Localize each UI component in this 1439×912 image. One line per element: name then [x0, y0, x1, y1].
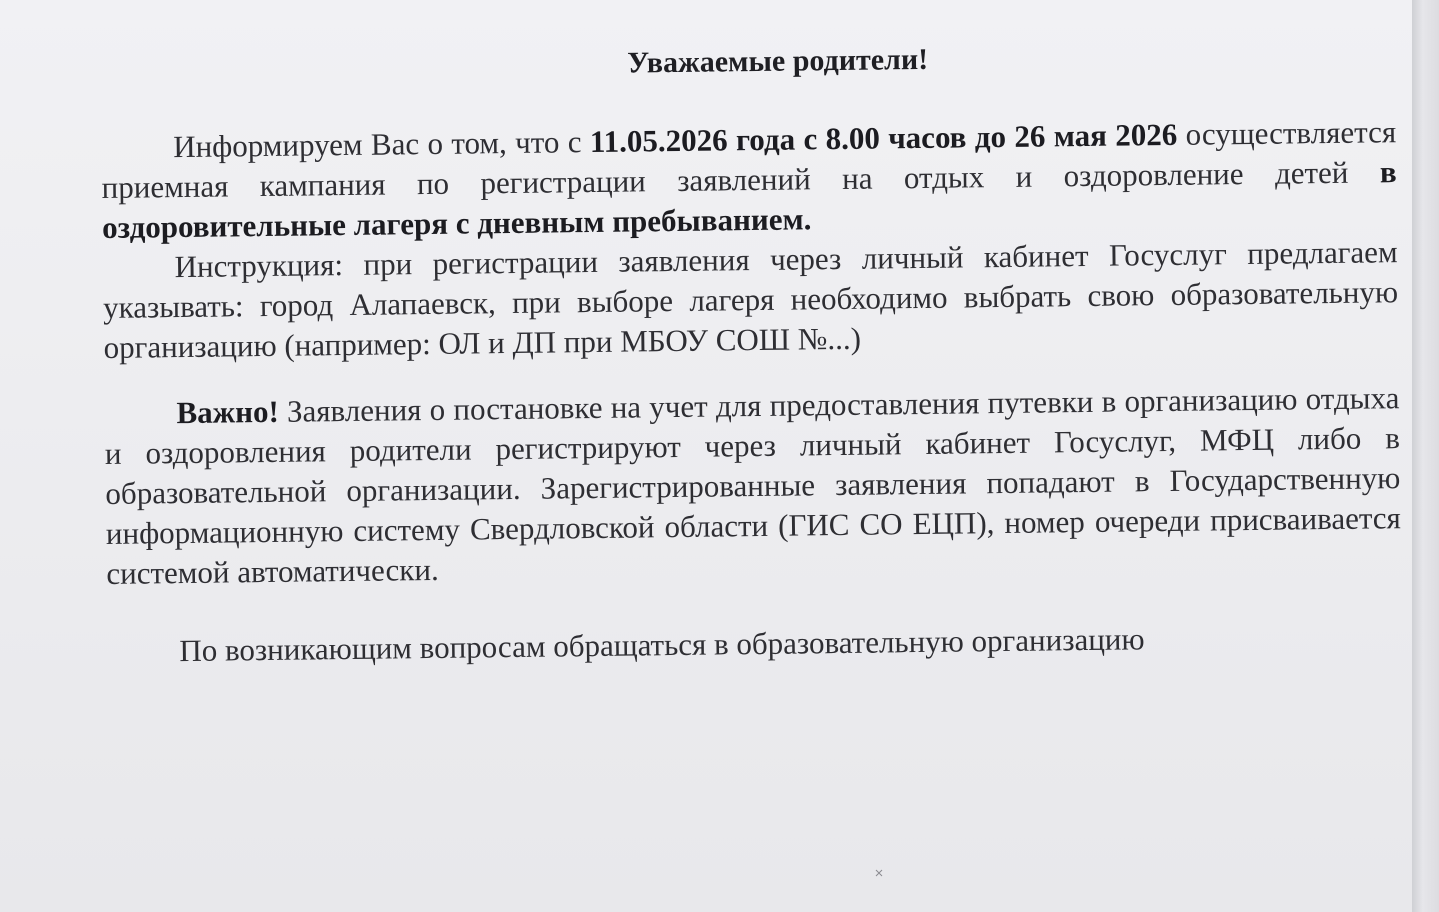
paragraph-instruction: Инструкция: при регистрации заявления через личный кабинет Госуслуг предлагаем указывать: город Алапаевск, при выборе лагеря необходимо выбрать свою образовательную организацию (например: ОЛ и ДП при МБОУ СОШ №...): [102, 234, 1399, 365]
notice-text-block: [100, 34, 1403, 672]
paragraph-contact: По возникающим вопросам обращаться в образовательную организацию: [179, 621, 1145, 669]
camp-type: в оздоровительные лагеря с дневным пребыванием.: [101, 154, 1397, 245]
paper-speck: [874, 868, 884, 878]
paragraph-campaign-dates: [101, 112, 1397, 248]
notice-title: Уважаемые родители!: [627, 42, 929, 80]
campaign-period: 11.05.2026 года с 8.00 часов до 26 мая 2026: [589, 116, 1178, 160]
campaign-intro-text: Информируем Вас о том, что с: [172, 124, 591, 165]
campaign-description-text: осуществляется приемная кампания по регистрации заявлений на отдых и оздоровление детей: [101, 114, 1397, 205]
paragraph-important: [104, 378, 1401, 594]
important-label: Важно!: [176, 393, 279, 431]
sheet-edge: [1412, 0, 1439, 912]
important-text: Заявления о постановке на учет для предоставления путевки в организацию отдыха и оздоровления родители регистрируют через личный кабинет Госуслуг, МФЦ либо в образовательной организации. Зарегистрированные заявления попадают в Государственную информационную систему Свердловской области (ГИС СО ЕЦП), номер очереди присваивается системой автоматически.: [104, 380, 1402, 591]
